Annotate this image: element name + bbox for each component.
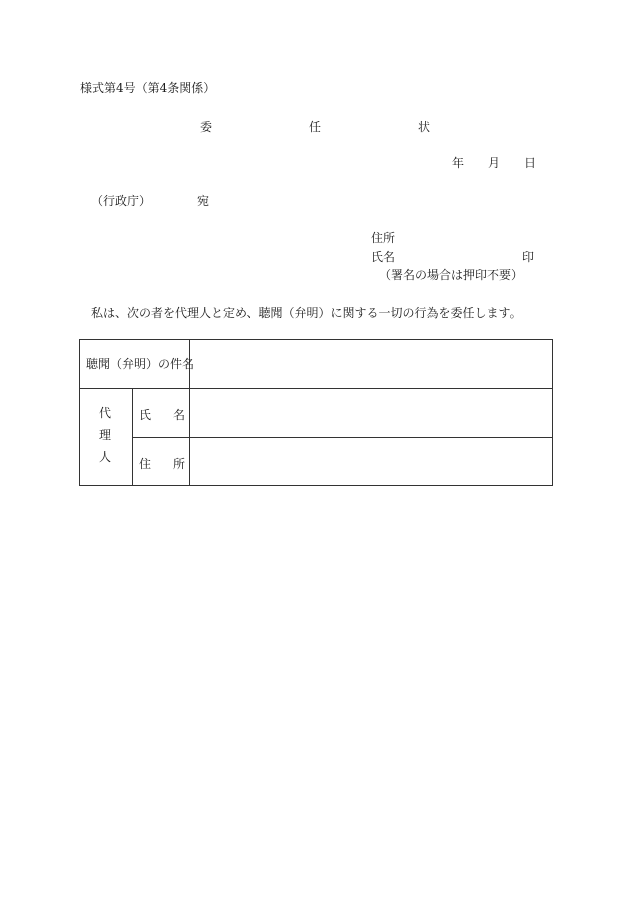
addressee-office: （行政庁） — [91, 194, 152, 208]
addressee-suffix: 宛 — [197, 194, 210, 208]
proxy-name-label — [139, 406, 185, 423]
matter-value-cell[interactable] — [192, 357, 542, 371]
principal-address-label: 住所 — [371, 231, 396, 245]
proxy-label-char: 代 — [98, 406, 111, 420]
label-char: 所 — [172, 457, 185, 471]
title-char: 任 — [309, 120, 322, 134]
proxy-label-char: 人 — [98, 450, 111, 464]
proxy-label-char: 理 — [98, 428, 111, 442]
proxy-name-value-cell[interactable] — [192, 406, 542, 420]
seal-mark: 印 — [522, 250, 535, 264]
addressee-line — [91, 194, 209, 208]
day-label: 日 — [524, 156, 537, 170]
proxy-address-value-cell[interactable] — [192, 455, 542, 469]
proxy-label — [93, 402, 117, 468]
month-label: 月 — [488, 156, 501, 170]
date-line — [452, 156, 536, 170]
table-row-divider — [132, 437, 552, 438]
matter-label: 聴聞（弁明）の件名 — [86, 357, 195, 371]
table-row-divider — [80, 388, 552, 389]
form-number: 様式第4号（第4条関係） — [80, 81, 216, 95]
title-char: 状 — [418, 120, 431, 134]
year-label: 年 — [452, 156, 465, 170]
proxy-address-label — [139, 455, 185, 472]
label-char: 名 — [172, 408, 185, 422]
principal-name-label: 氏名 — [371, 250, 396, 264]
document-title — [200, 120, 430, 134]
label-char: 氏 — [139, 408, 152, 422]
delegation-statement: 私は、次の者を代理人と定め、聴聞（弁明）に関する一切の行為を委任します。 — [91, 306, 522, 320]
signature-note: （署名の場合は押印不要） — [379, 268, 524, 282]
proxy-table — [79, 339, 553, 486]
label-char: 住 — [139, 457, 152, 471]
table-column-divider — [132, 388, 133, 485]
title-char: 委 — [200, 120, 213, 134]
